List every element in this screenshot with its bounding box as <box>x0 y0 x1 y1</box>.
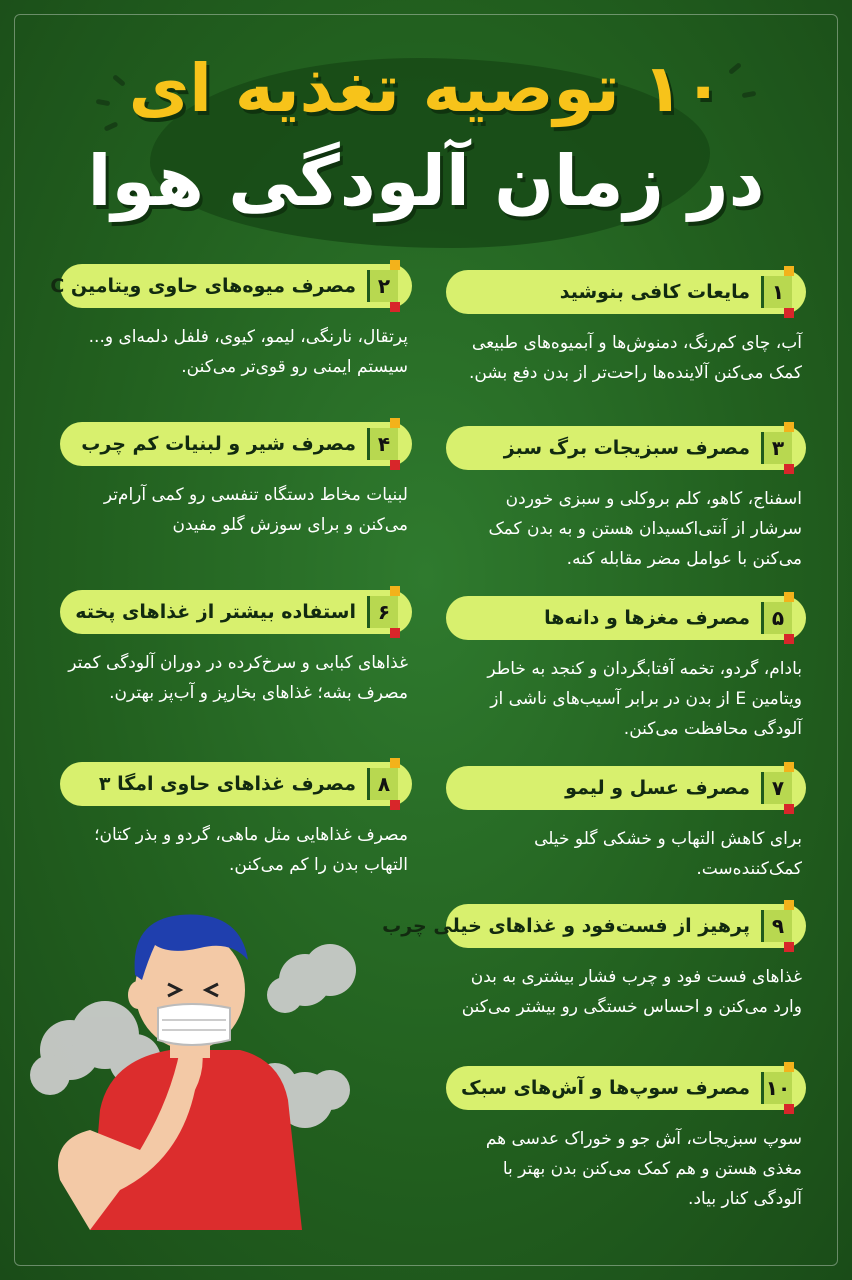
tip-title: پرهیز از فست‌فود و غذاهای خیلی چرب <box>382 915 750 937</box>
tip-pill <box>60 590 412 634</box>
tip-pill <box>50 264 412 308</box>
tip-number: ۱ <box>761 276 792 308</box>
tip-description: اسفناج، کاهو، کلم بروکلی و سبزی خوردن سرشار از آنتی‌اکسیدان هستن و به بدن کمک می‌کنن با عوامل مضر مقابله کنه. <box>488 489 802 569</box>
tip-title: مصرف مغزها و دانه‌ها <box>544 607 750 629</box>
tip-number: ۲ <box>367 270 398 302</box>
tip-description: سوپ سبزیجات، آش جو و خوراک عدسی هم مغذی هستن و هم کمک می‌کنن بدن بهتر با آلودگی کنار بیاد. <box>485 1129 802 1209</box>
tip-description: مصرف غذاهایی مثل ماهی، گردو و بذر کتان؛ التهاب بدن را کم می‌کنن. <box>94 825 408 875</box>
tip-card-6 <box>52 590 412 708</box>
tip-card-8 <box>52 762 412 880</box>
tip-title: مصرف شیر و لبنیات کم چرب <box>81 433 356 455</box>
tip-number: ۸ <box>367 768 398 800</box>
tip-description: پرتقال، نارنگی، لیمو، کیوی، فلفل دلمه‌ای و... سیستم ایمنی رو قوی‌تر می‌کنن. <box>88 327 408 377</box>
tip-card-1 <box>446 270 806 388</box>
tip-card-9 <box>382 904 806 1022</box>
tip-description: غذاهای کبابی و سرخ‌کرده در دوران آلودگی کمتر مصرف بشه؛ غذاهای بخارپز و آب‌پز بهترن. <box>68 653 408 703</box>
face-mask-icon <box>158 1004 230 1045</box>
tip-number: ۷ <box>761 772 792 804</box>
tip-description: آب، چای کم‌رنگ، دمنوش‌ها و آبمیوه‌های طبیعی کمک می‌کنن آلاینده‌ها راحت‌تر از بدن دفع بشن. <box>469 333 802 383</box>
tip-number: ۱۰ <box>761 1072 792 1104</box>
tip-number: ۹ <box>761 910 792 942</box>
tip-pill <box>446 596 806 640</box>
tip-number: ۳ <box>761 432 792 464</box>
tip-number: ۵ <box>761 602 792 634</box>
tip-number: ۶ <box>367 596 398 628</box>
tip-pill <box>382 904 806 948</box>
tip-card-4 <box>52 422 412 540</box>
tip-card-3 <box>446 426 806 574</box>
tip-description: بادام، گردو، تخمه آفتابگردان و کنجد به خاطر ویتامین E از بدن در برابر آسیب‌های ناشی از آلودگی محافظت می‌کنن. <box>487 659 802 739</box>
tip-title: مصرف غذاهای حاوی امگا ۳ <box>98 773 356 795</box>
tip-pill <box>446 270 806 314</box>
title-line-1: ۱۰ توصیه تغذیه ای <box>128 50 724 127</box>
tip-title: استفاده بیشتر از غذاهای پخته <box>75 601 356 623</box>
tip-number: ۴ <box>367 428 398 460</box>
tip-title: مایعات کافی بنوشید <box>559 281 750 303</box>
tip-card-5 <box>446 596 806 744</box>
tip-card-10 <box>446 1066 806 1214</box>
tip-title: مصرف میوه‌های حاوی ویتامین C <box>50 275 356 297</box>
tip-card-2 <box>52 264 412 382</box>
tip-pill <box>446 426 806 470</box>
tip-title: مصرف سوپ‌ها و آش‌های سبک <box>461 1077 750 1099</box>
title-line-2: در زمان آلودگی هوا <box>87 140 765 222</box>
tip-description: لبنیات مخاط دستگاه تنفسی رو کمی آرام‌تر می‌کنن و برای سوزش گلو مفیدن <box>103 485 408 535</box>
tip-title: مصرف عسل و لیمو <box>565 777 750 799</box>
tip-title: مصرف سبزیجات برگ سبز <box>503 437 750 459</box>
tip-pill <box>446 766 806 810</box>
tip-card-7 <box>446 766 806 884</box>
tip-pill <box>60 422 412 466</box>
tip-pill <box>60 762 412 806</box>
coughing-person-illustration <box>30 900 360 1230</box>
tip-pill <box>446 1066 806 1110</box>
tip-description: غذاهای فست فود و چرب فشار بیشتری به بدن وارد می‌کنن و احساس خستگی رو بیشتر می‌کنن <box>461 967 802 1017</box>
tip-description: برای کاهش التهاب و خشکی گلو خیلی کمک‌کننده‌ست. <box>534 829 802 879</box>
